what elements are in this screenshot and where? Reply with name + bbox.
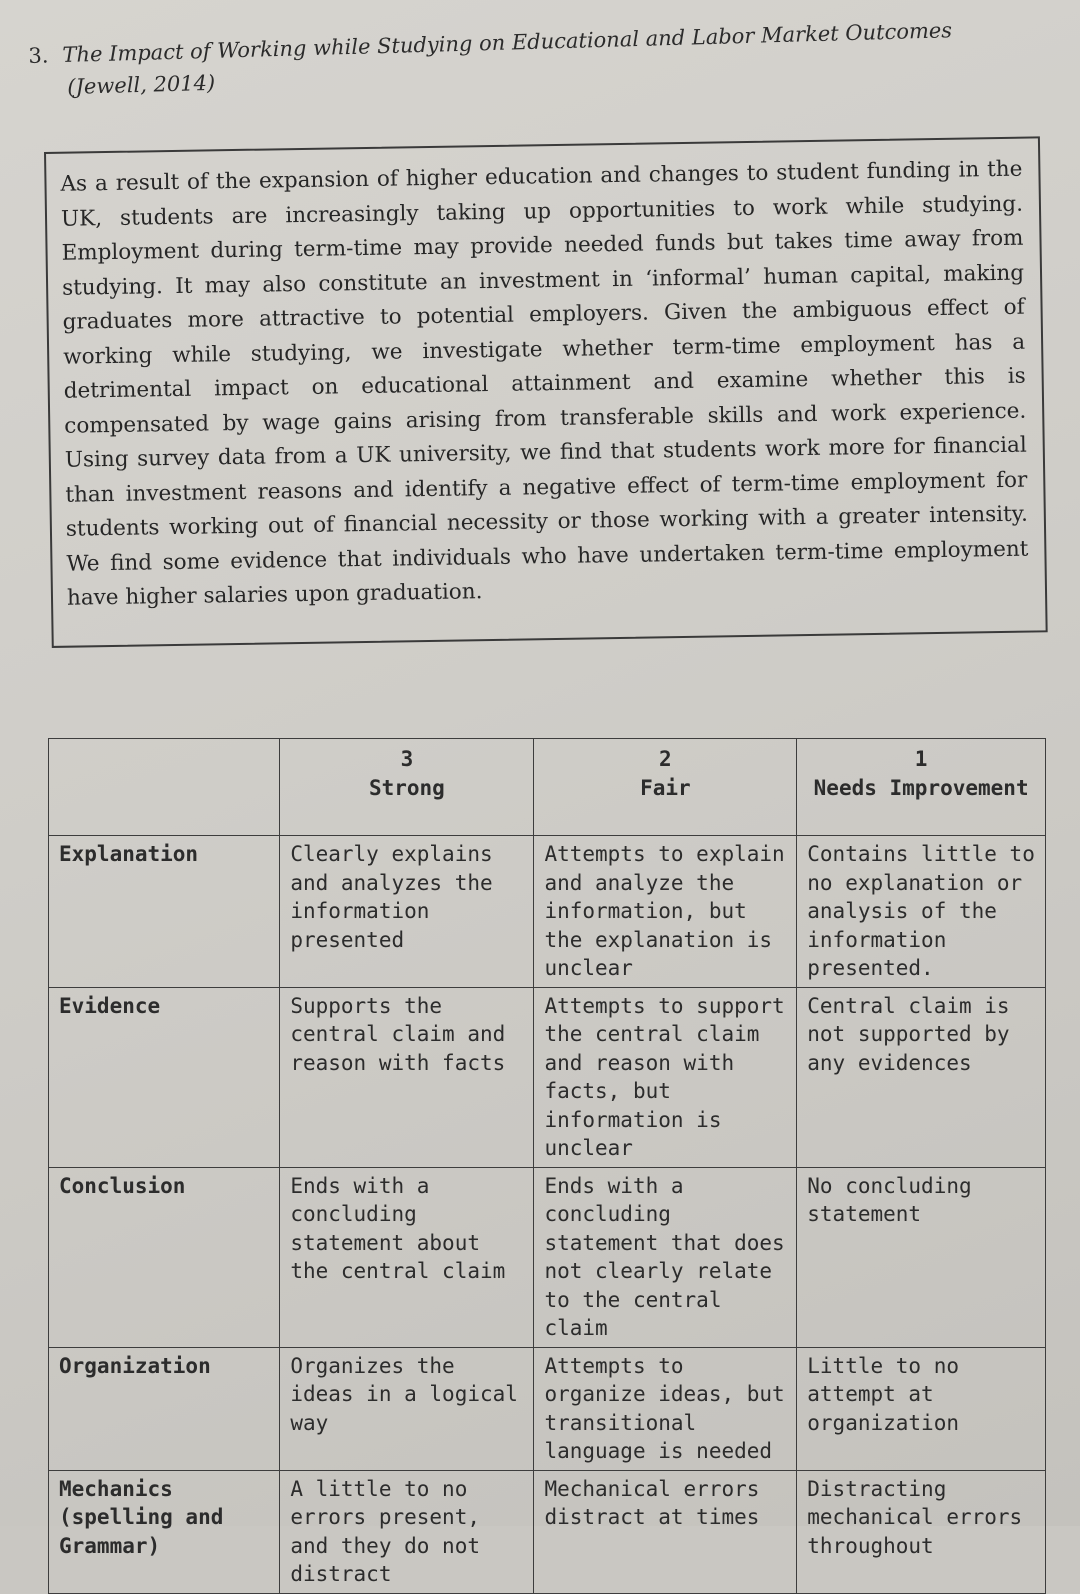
descriptor-strong: A little to no errors present, and they do not distract	[280, 1470, 534, 1593]
descriptor-fair: Attempts to support the central claim and reason with facts, but information is unclear	[534, 987, 797, 1167]
descriptor-strong: Clearly explains and analyzes the information presented	[280, 836, 534, 988]
level-score: 1	[914, 747, 928, 771]
level-header-fair	[534, 739, 797, 836]
rubric-row-mechanics	[49, 1470, 1046, 1593]
section-heading	[28, 12, 1049, 104]
level-score: 2	[659, 747, 672, 771]
item-number: 3.	[28, 43, 49, 68]
descriptor-strong: Ends with a concluding statement about the central claim	[280, 1167, 534, 1347]
rubric-row-organization	[49, 1347, 1046, 1470]
descriptor-needs-improvement: Distracting mechanical errors throughout	[797, 1470, 1046, 1593]
criterion-label: Explanation	[49, 836, 280, 988]
descriptor-fair: Ends with a concluding statement that does not clearly relate to the central claim	[534, 1167, 797, 1347]
descriptor-needs-improvement: No concluding statement	[797, 1167, 1046, 1347]
rubric-row-evidence	[49, 987, 1046, 1167]
abstract-box	[44, 136, 1048, 648]
rubric-row-explanation	[49, 836, 1046, 988]
descriptor-strong: Organizes the ideas in a logical way	[280, 1347, 534, 1470]
descriptor-fair: Attempts to organize ideas, but transitional language is needed	[534, 1347, 797, 1470]
level-header-needs-improvement	[797, 739, 1046, 836]
descriptor-strong: Supports the central claim and reason with facts	[280, 987, 534, 1167]
criterion-label: Evidence	[49, 987, 280, 1167]
descriptor-needs-improvement: Central claim is not supported by any evidences	[797, 987, 1046, 1167]
criterion-label: Conclusion	[49, 1167, 280, 1347]
rubric-header-row	[49, 739, 1046, 836]
rubric-table	[48, 738, 1046, 1594]
rubric-corner-cell	[49, 739, 280, 836]
citation: (Jewell, 2014)	[66, 70, 216, 99]
article-title: The Impact of Working while Studying on Educational and Labor Market Outcomes	[62, 18, 953, 68]
abstract-text: As a result of the expansion of higher education and changes to student funding in the UK, students are increasingly taking up opportunities to work while studying. Employment during term-time may provide needed funds but takes time away from studying. It may also constitute an investment in ‘informal’ human capital, making graduates more attractive to potential employers. Given the ambiguous effect of working while studying, we investigate whether term-time employment has a detrimental impact on educational attainment and examine whether this is compensated by wage gains arising from transferable skills and work experience. Using survey data from a UK university, we find that students work more for financial than investment reasons and identify a negative effect of term-time employment for students working out of financial necessity or those working with a greater intensity. We find some evidence that individuals who have undertaken term-time employment have higher salaries upon graduation.	[60, 156, 1029, 611]
level-score: 3	[400, 747, 414, 771]
level-name: Fair	[640, 775, 691, 800]
descriptor-needs-improvement: Contains little to no explanation or analysis of the information presented.	[797, 836, 1046, 988]
criterion-label: Mechanics (spelling and Grammar)	[49, 1470, 280, 1593]
criterion-label: Organization	[49, 1347, 280, 1470]
level-name: Needs Improvement	[813, 775, 1029, 800]
level-name: Strong	[368, 775, 445, 800]
rubric-row-conclusion	[49, 1167, 1046, 1347]
descriptor-fair: Attempts to explain and analyze the information, but the explanation is unclear	[534, 836, 797, 988]
descriptor-fair: Mechanical errors distract at times	[534, 1470, 797, 1593]
descriptor-needs-improvement: Little to no attempt at organization	[797, 1347, 1046, 1470]
level-header-strong	[280, 739, 534, 836]
